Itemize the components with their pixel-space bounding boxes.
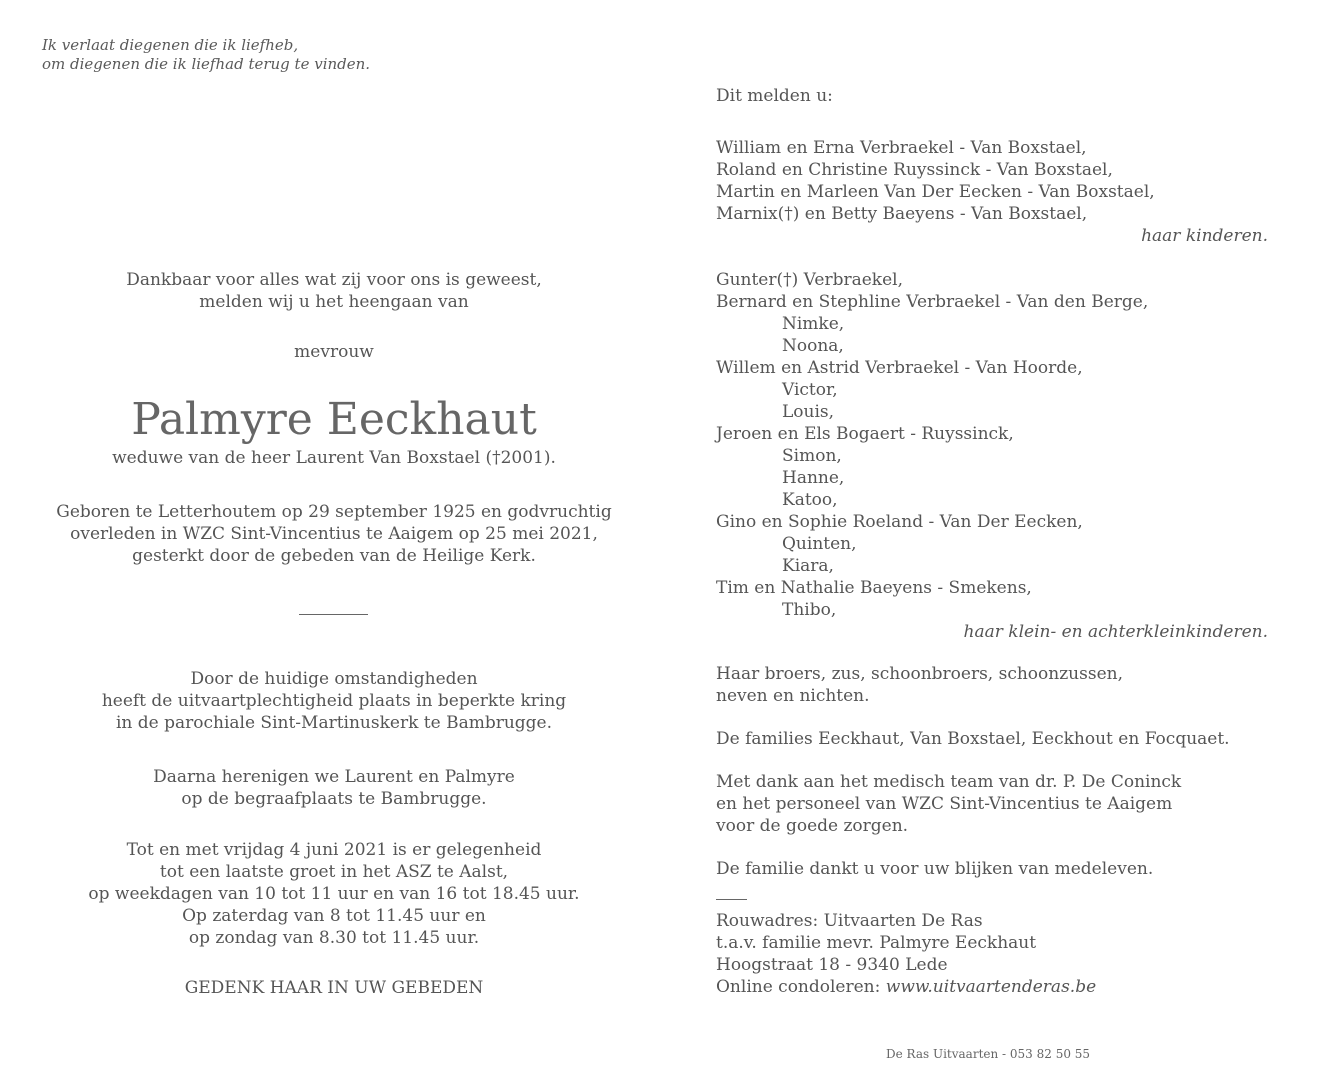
list-item: Katoo, [782, 490, 838, 510]
ceremony-line: in de parochiale Sint-Martinuskerk te Bambrugge. [115, 713, 553, 733]
thanks-line: voor de goede zorgen. [716, 816, 909, 836]
grandchildren-role: haar klein- en achterkleinkinderen. [963, 622, 1268, 642]
list-item: Willem en Astrid Verbraekel - Van Hoorde, [716, 358, 1083, 378]
burial-line: op de begraafplaats te Bambrugge. [181, 789, 487, 809]
siblings-line: neven en nichten. [716, 686, 870, 706]
birth-death-line: overleden in WZC Sint-Vincentius te Aaigem op 25 mei 2021, [70, 524, 598, 544]
list-item: Kiara, [782, 556, 834, 576]
birth-death-line: gesterkt door de gebeden van de Heilige Kerk. [132, 546, 536, 566]
condolence-link[interactable]: www.uitvaartenderas.be [885, 977, 1097, 997]
list-item: William en Erna Verbraekel - Van Boxstael, [716, 138, 1087, 158]
siblings-line: Haar broers, zus, schoonbroers, schoonzussen, [716, 664, 1123, 684]
list-item: Roland en Christine Ruyssinck - Van Boxstael, [716, 160, 1113, 180]
list-item: Simon, [782, 446, 842, 466]
divider [299, 614, 368, 615]
intro-line: Dankbaar voor alles wat zij voor ons is geweest, [126, 270, 542, 290]
short-divider [716, 899, 747, 900]
list-item: Thibo, [782, 600, 837, 620]
visitation-line: Tot en met vrijdag 4 juni 2021 is er gelegenheid [126, 840, 542, 860]
birth-death-text [0, 501, 668, 567]
list-item: Jeroen en Els Bogaert - Ruyssinck, [716, 424, 1014, 444]
list-item: Bernard en Stephline Verbraekel - Van den Berge, [716, 292, 1149, 312]
visitation-line: tot een laatste groet in het ASZ te Aalst, [159, 862, 509, 882]
deceased-name: Palmyre Eeckhaut [131, 394, 537, 445]
motto [42, 36, 370, 74]
list-item: Noona, [782, 336, 844, 356]
list-item: Tim en Nathalie Baeyens - Smekens, [716, 578, 1032, 598]
visitation-line: op weekdagen van 10 tot 11 uur en van 16 tot 18.45 uur. [88, 884, 580, 904]
salutation: mevrouw [294, 342, 374, 362]
list-item: Hanne, [782, 468, 845, 488]
ceremony-text [0, 668, 668, 734]
closing-text: GEDENK HAAR IN UW GEBEDEN [184, 978, 484, 998]
list-item: Louis, [782, 402, 835, 422]
list-item: Marnix(†) en Betty Baeyens - Van Boxstael, [716, 204, 1088, 224]
condolence-label: Online condoleren: [716, 977, 886, 997]
children-role: haar kinderen. [1141, 226, 1268, 246]
address-block [716, 910, 1268, 998]
list-item: Gino en Sophie Roeland - Van Der Eecken, [716, 512, 1083, 532]
motto-line: Ik verlaat diegenen die ik liefheb, [42, 36, 299, 54]
list-item: Victor, [782, 380, 838, 400]
intro-text [0, 269, 668, 313]
burial-text [0, 766, 668, 810]
children-list [716, 137, 1268, 247]
footer-text: De Ras Uitvaarten - 053 82 50 55 [886, 1047, 1091, 1061]
list-item: Quinten, [782, 534, 857, 554]
burial-line: Daarna herenigen we Laurent en Palmyre [153, 767, 515, 787]
birth-death-line: Geboren te Letterhoutem op 29 september 1925 en godvruchtig [56, 502, 612, 522]
condolence-line [716, 976, 1268, 998]
list-item: Nimke, [782, 314, 845, 334]
thanks-text [716, 771, 1268, 837]
families-text: De families Eeckhaut, Van Boxstael, Eeckhout en Focquaet. [716, 729, 1230, 749]
ceremony-line: heeft de uitvaartplechtigheid plaats in beperkte kring [101, 691, 567, 711]
list-item: Gunter(†) Verbraekel, [716, 270, 903, 290]
motto-line: om diegenen die ik liefhad terug te vinden. [42, 55, 371, 73]
thanks-line: en het personeel van WZC Sint-Vincentius te Aaigem [716, 794, 1173, 814]
siblings-text [716, 663, 1268, 707]
ceremony-line: Door de huidige omstandigheden [190, 669, 478, 689]
visitation-text [0, 839, 668, 949]
list-item: Martin en Marleen Van Der Eecken - Van Boxstael, [716, 182, 1155, 202]
widow-of: weduwe van de heer Laurent Van Boxstael (†2001). [112, 448, 556, 468]
address-line: Rouwadres: Uitvaarten De Ras [716, 911, 983, 931]
gratitude-text: De familie dankt u voor uw blijken van medeleven. [716, 859, 1154, 879]
visitation-line: op zondag van 8.30 tot 11.45 uur. [188, 928, 480, 948]
address-line: Hoogstraat 18 - 9340 Lede [716, 955, 948, 975]
grandchildren-list [716, 269, 1268, 643]
thanks-line: Met dank aan het medisch team van dr. P. De Coninck [716, 772, 1182, 792]
intro-line: melden wij u het heengaan van [199, 292, 469, 312]
address-line: t.a.v. familie mevr. Palmyre Eeckhaut [716, 933, 1037, 953]
visitation-line: Op zaterdag van 8 tot 11.45 uur en [182, 906, 486, 926]
announce-text: Dit melden u: [716, 86, 833, 106]
